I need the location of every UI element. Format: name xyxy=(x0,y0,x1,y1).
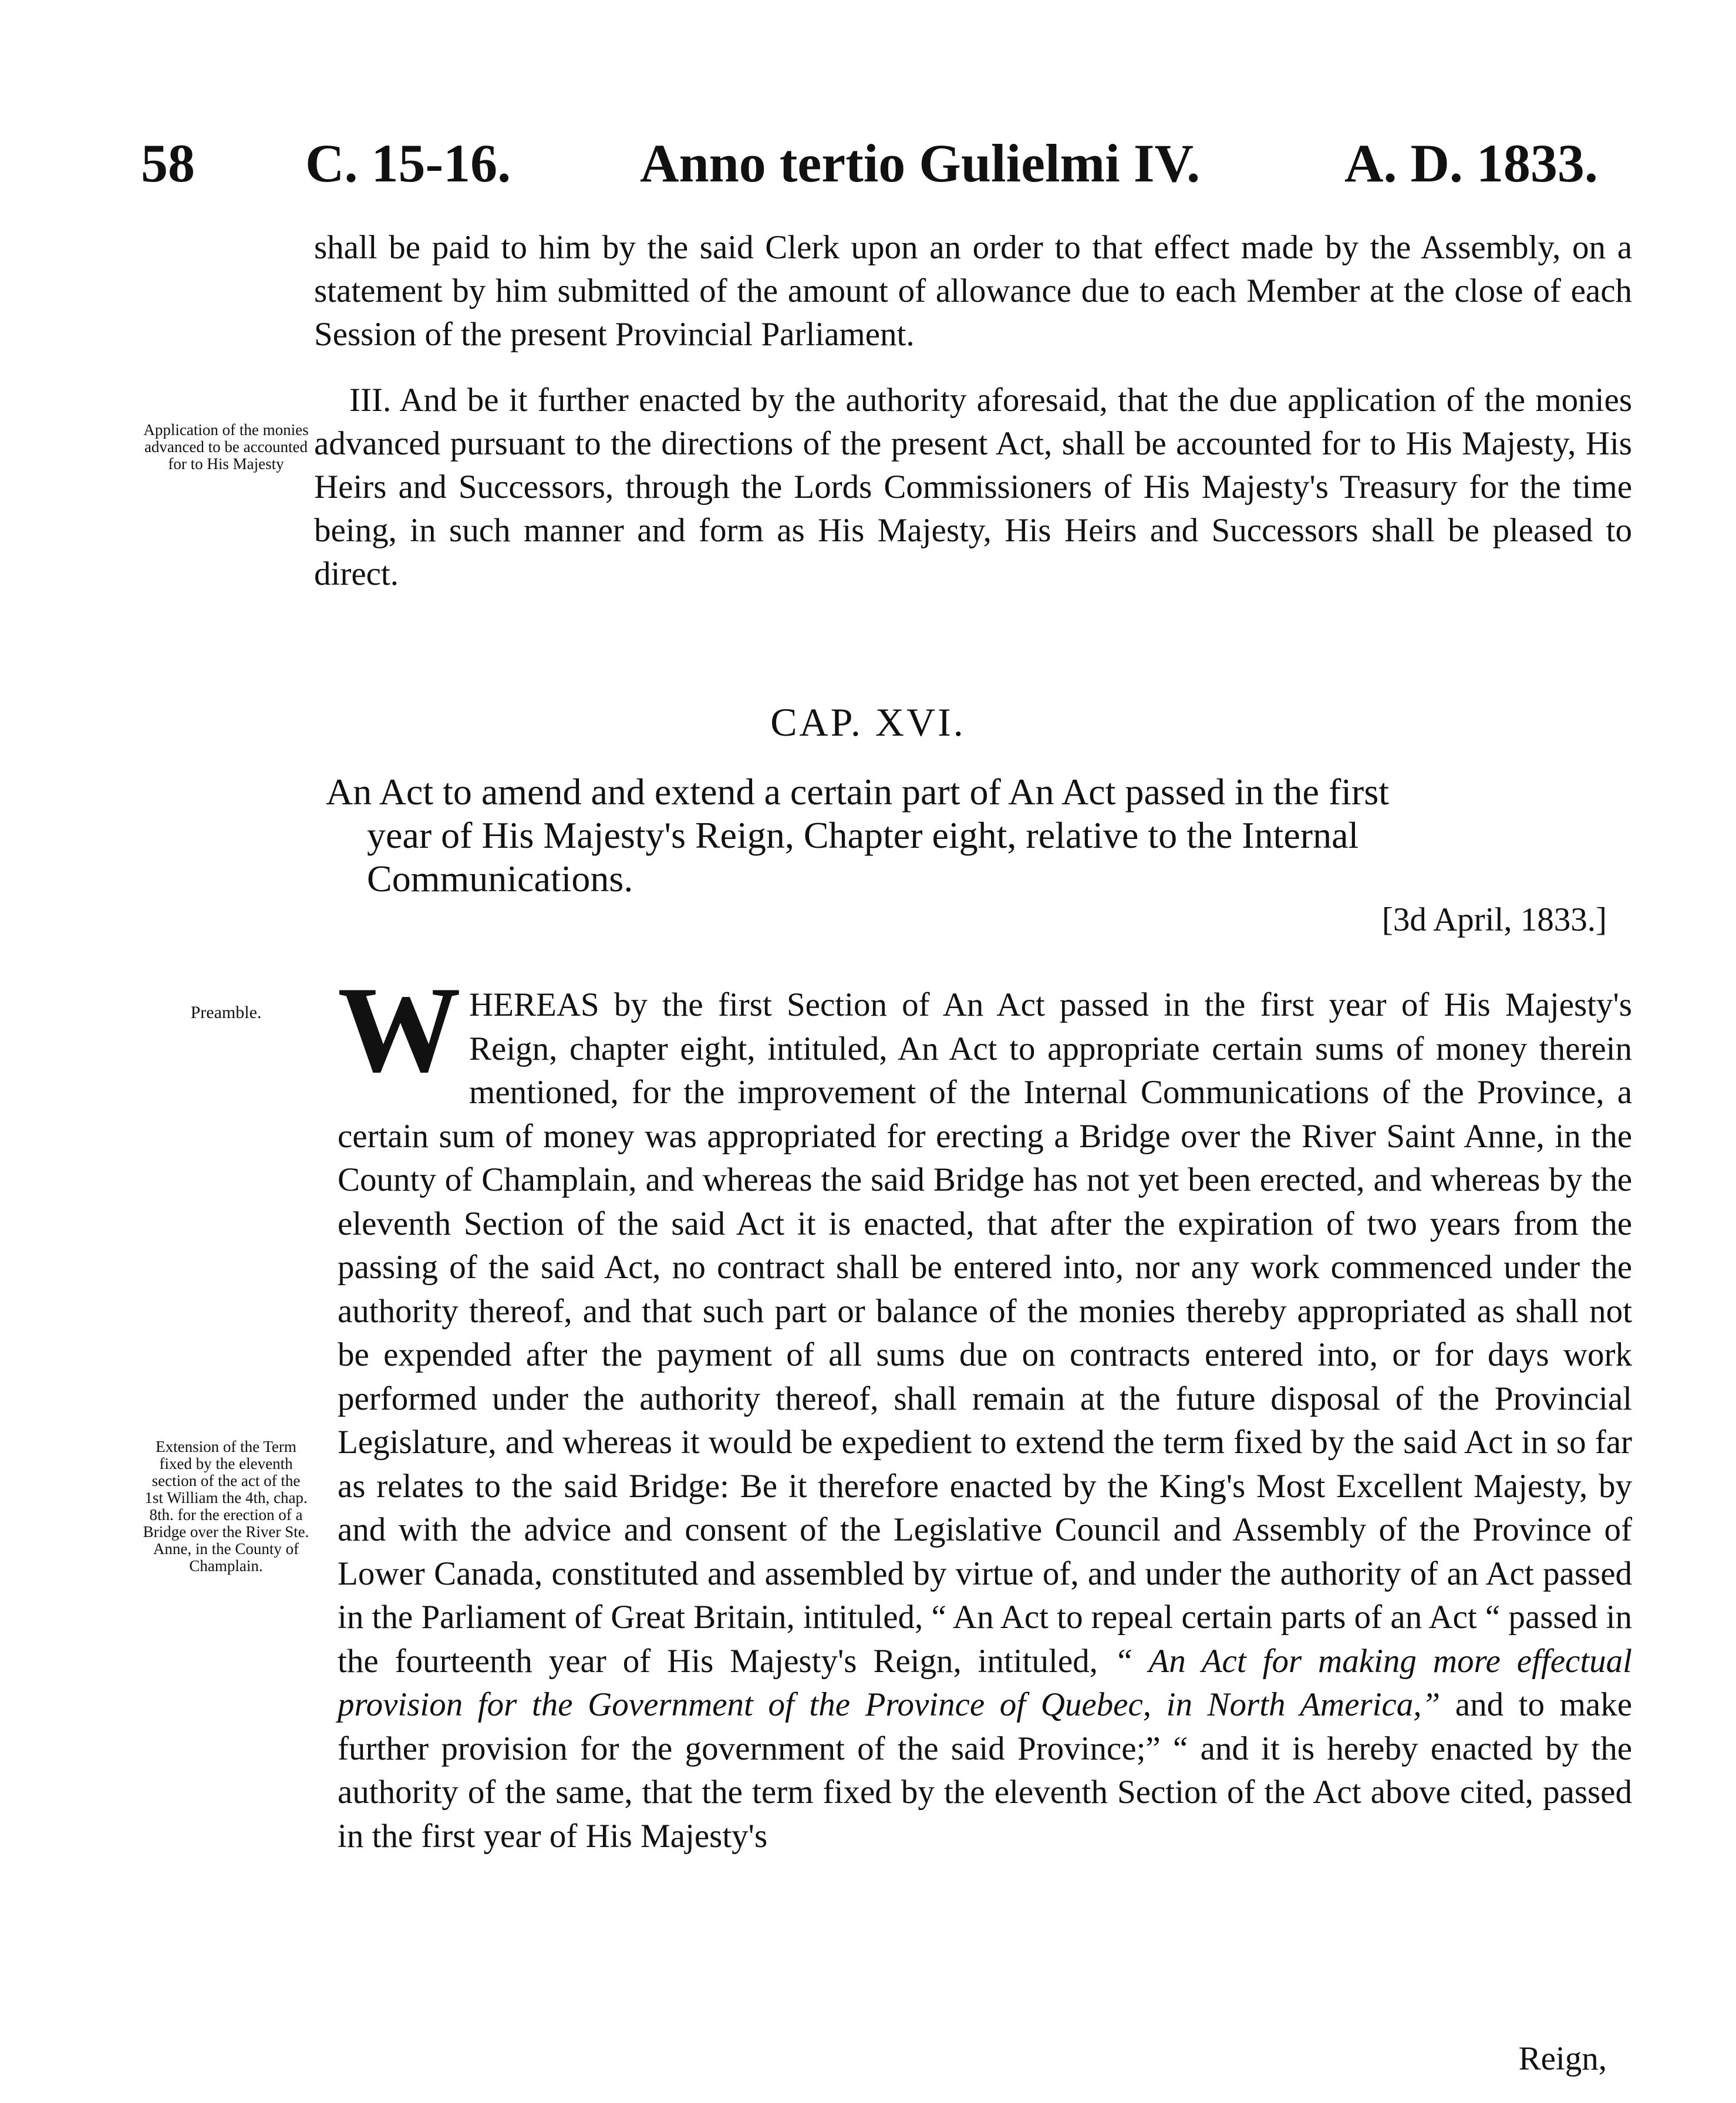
act-title-line-3: Communications. xyxy=(367,858,633,899)
section-3 xyxy=(314,379,1632,596)
margin-note-extension: Extension of the Term fixed by the eleventh section of the act of the 1st William the 4th, chap. 8th. for the erection of a Bridge over the River Ste. Anne, in the County of Champlain. xyxy=(143,1438,309,1575)
act-title-line-1: An Act to amend and extend a certain part of An Act passed in the first xyxy=(326,771,1390,813)
year: A. D. 1833. xyxy=(1344,133,1598,193)
preamble-text-2: and to make further provision for the government of the said Province;” “ and it is hereby enacted by the authority of the same, that the term fixed by the eleventh Section of the Act above cited, passed in the first year of His Majesty's xyxy=(338,1686,1633,1855)
chapter-reference: C. 15-16. xyxy=(305,133,511,193)
act-title-line-2: year of His Majesty's Reign, Chapter eight, relative to the Internal xyxy=(367,814,1359,856)
section-3-text: III. And be it further enacted by the authority aforesaid, that the due application of the monies advanced pursuant to the directions of the present Act, shall be accounted for to His Majesty, His Heirs and Successors, through the Lords Commissioners of His Majesty's Treasury for the time being, in such manner and form as His Majesty, His Heirs and Successors shall be pleased to direct. xyxy=(314,382,1632,592)
preamble-paragraph xyxy=(338,962,1633,1858)
preamble-quoted-title: “ An Act for making more effectual provision for the Government of the Province of Quebec, in North America,” xyxy=(338,1642,1633,1723)
section-continued-text: shall be paid to him by the said Clerk upon an order to that effect made by the Assembly, on a statement by him submitted of the amount of allowance due to each Member at the close of each Session of the present Provincial Parliament. xyxy=(314,229,1632,353)
preamble xyxy=(338,962,1633,1858)
margin-note-application: Application of the monies advanced to be accounted for to His Majesty xyxy=(143,421,309,473)
chapter-heading: CAP. XVI. xyxy=(770,700,966,744)
catchword: Reign, xyxy=(1518,2040,1607,2077)
act-title xyxy=(326,770,1629,901)
regnal-title: Anno tertio Gulielmi IV. xyxy=(640,133,1201,193)
act-date: [3d April, 1833.] xyxy=(1381,901,1607,938)
page-number: 58 xyxy=(141,133,195,193)
margin-note-preamble: Preamble. xyxy=(190,1003,262,1022)
preamble-text-1: HEREAS by the first Section of An Act passed in the first year of His Majesty's Reign, chapter eight, intituled, An Act to appropriate certain sums of money therein mentioned, for the improvement of the Internal Communications of the Province, a certain sum of money was appropriated for erecting a Bridge over the River Saint Anne, in the County of Champlain, and whereas the said Bridge has not yet been erected, and whereas by the eleventh Section of the said Act it is enacted, that after the expiration of two years from the passing of the said Act, no contract shall be entered into, nor any work commenced under the authority thereof, and that such part or balance of the monies thereby appropriated as shall not be expended after the payment of all sums due on contracts entered into, or for days work performed under the authority thereof, shall remain at the future disposal of the Provincial Legislature, and whereas it would be expedient to extend the term fixed by the said Act in so far as relates to the said Bridge: Be it therefore enacted by the King's Most Excellent Majesty, by and with the advice and consent of the Legislative Council and Assembly of the Province of Lower Canada, constituted and assembled by virtue of, and under the authority of an Act passed in the Parliament of Great Britain, intituled, “ An Act to repeal certain parts of an Act “ passed in the fourteenth year of His Majesty's Reign, intituled, xyxy=(338,986,1632,1680)
section-continued xyxy=(314,226,1632,356)
running-header xyxy=(141,128,1609,198)
drop-cap: W xyxy=(338,962,461,1098)
